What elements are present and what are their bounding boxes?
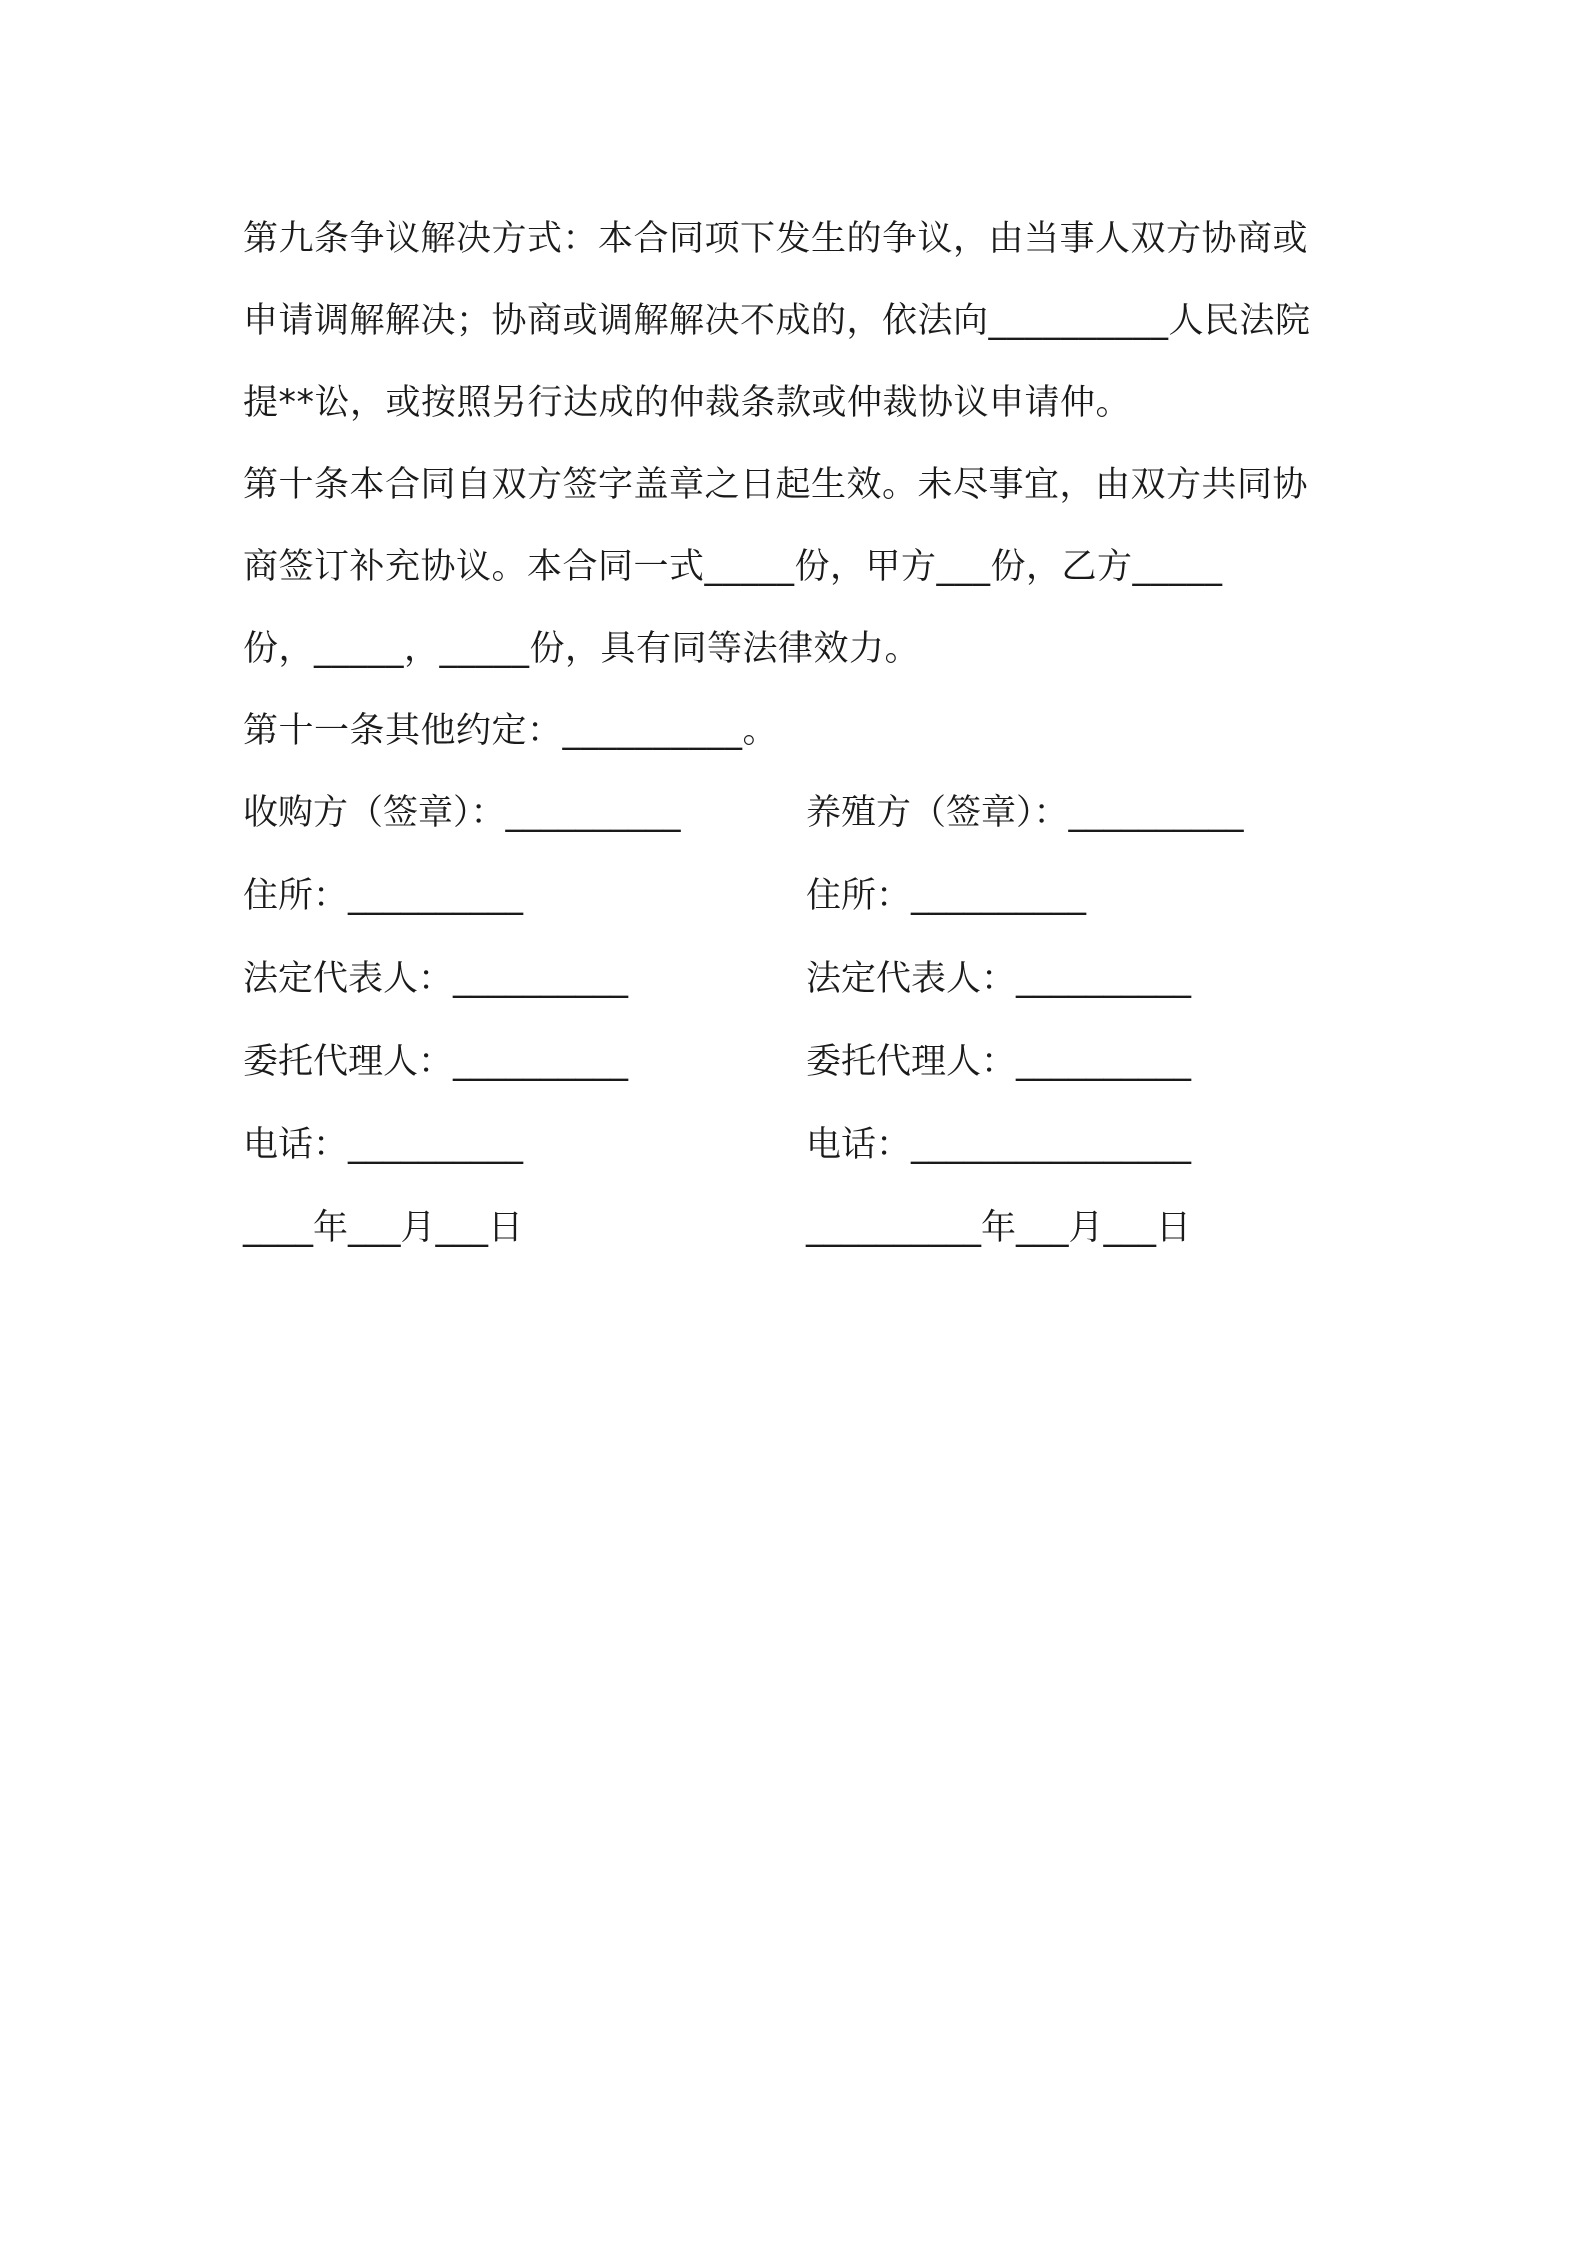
signature-row-agent	[243, 1021, 1353, 1104]
clause-9-line-2: 申请调解解决；协商或调解解决不成的，依法向__________人民法院	[243, 301, 1311, 341]
clause-10-line-1: 第十条本合同自双方签字盖章之日起生效。未尽事宜，由双方共同协	[243, 465, 1309, 505]
contract-body	[243, 198, 1353, 772]
farmer-legal-rep-field: 法定代表人：__________	[806, 959, 1192, 999]
clause-11-line-1: 第十一条其他约定：__________。	[243, 711, 779, 751]
buyer-phone-field: 电话：__________	[243, 1125, 524, 1165]
farmer-date-field: __________年___月___日	[806, 1208, 1192, 1248]
signature-row-phone	[243, 1104, 1353, 1187]
buyer-address-field: 住所：__________	[243, 876, 524, 916]
buyer-agent-field: 委托代理人：__________	[243, 1042, 629, 1082]
clause-9	[243, 198, 1353, 444]
signature-row-date	[243, 1187, 1353, 1270]
signature-row-seal	[243, 772, 1353, 855]
signature-row-legal-rep	[243, 938, 1353, 1021]
farmer-address-field: 住所：__________	[806, 876, 1087, 916]
buyer-legal-rep-field: 法定代表人：__________	[243, 959, 629, 999]
signature-row-address	[243, 855, 1353, 938]
signature-block	[243, 772, 1353, 1270]
clause-11	[243, 690, 1353, 772]
farmer-seal-field: 养殖方（签章）：__________	[806, 793, 1244, 833]
buyer-seal-field: 收购方（签章）：__________	[243, 793, 681, 833]
buyer-date-field: ____年___月___日	[243, 1208, 524, 1248]
clause-9-line-1: 第九条争议解决方式：本合同项下发生的争议，由当事人双方协商或	[243, 219, 1309, 259]
clause-10	[243, 444, 1353, 690]
clause-10-line-3: 份，_____，_____份，具有同等法律效力。	[243, 629, 921, 669]
clause-10-line-2: 商签订补充协议。本合同一式_____份，甲方___份，乙方_____	[243, 547, 1223, 587]
farmer-agent-field: 委托代理人：__________	[806, 1042, 1192, 1082]
clause-9-line-3: 提**讼，或按照另行达成的仲裁条款或仲裁协议申请仲。	[243, 383, 1132, 423]
farmer-phone-field: 电话：________________	[806, 1125, 1192, 1165]
